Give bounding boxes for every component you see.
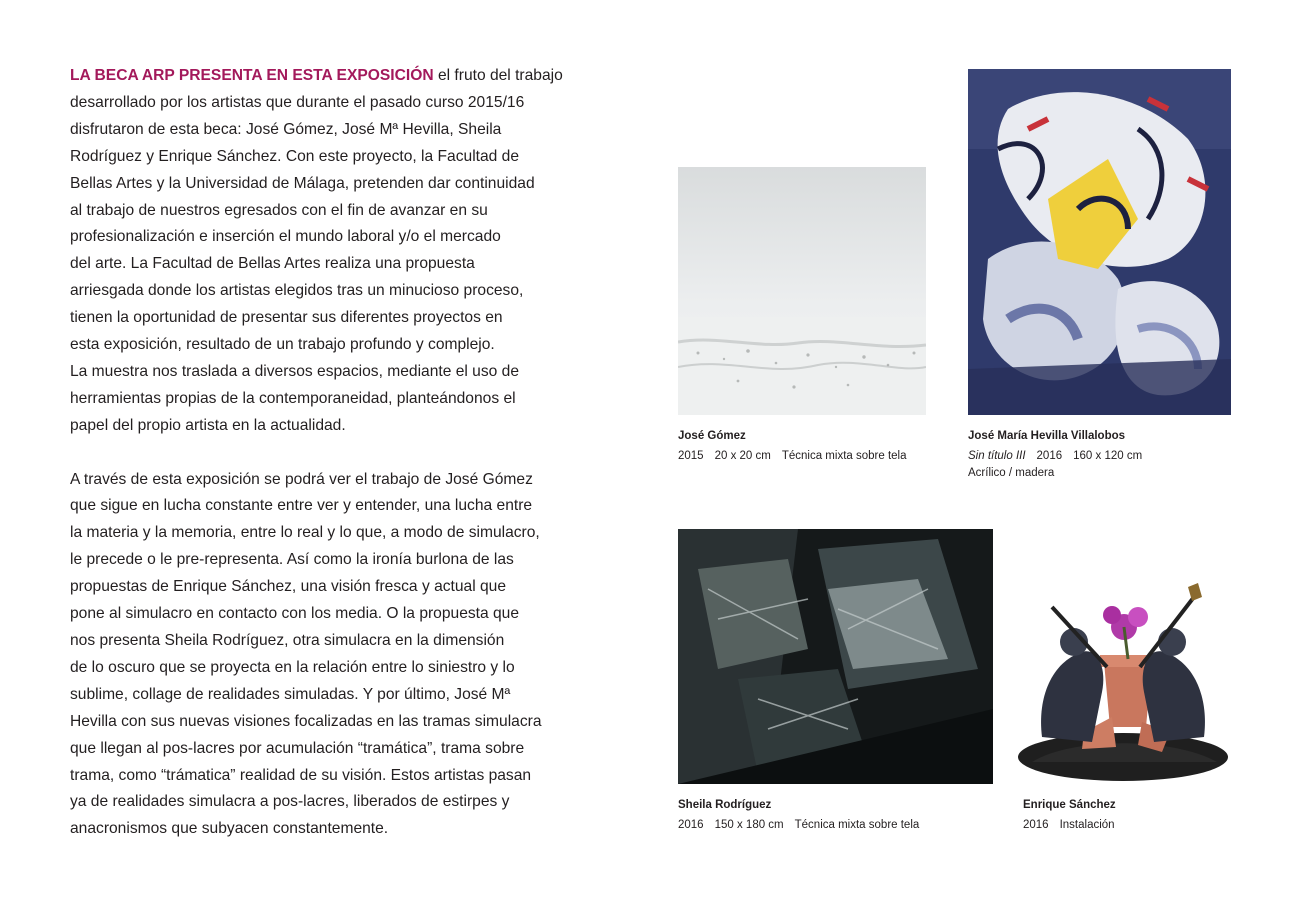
text-line: arriesgada donde los artistas elegidos tras un minucioso proceso, (70, 282, 524, 300)
intro-first-line-rest: el fruto del trabajo (433, 67, 563, 84)
artwork-meta (678, 817, 919, 834)
artwork-year: 2016 (1036, 450, 1063, 462)
text-line: le precede o le pre-representa. Así como la ironía burlona de las (70, 551, 514, 569)
artwork-year: 2016 (1023, 819, 1049, 831)
artwork-technique: Acrílico / madera (968, 467, 1055, 479)
artist-name: José Gómez (678, 430, 746, 442)
text-line: Hevilla con sus nuevas visiones focalizadas en las tramas simulacra (70, 712, 542, 730)
text-line: que llegan al pos-lacres por acumulación “tramática”, trama sobre (70, 739, 525, 757)
landscape-painting-icon (678, 167, 926, 415)
text-line: anacronismos que subyacen constantemente. (70, 820, 389, 838)
text-line: desarrollado por los artistas que durante el pasado curso 2015/16 (70, 93, 525, 111)
second-paragraph (70, 467, 565, 844)
artwork-year: 2015 (678, 450, 704, 462)
caption-sanchez (1023, 797, 1116, 834)
abstract-painting-icon (968, 69, 1231, 415)
text-line: que sigue en lucha constante entre ver y entender, una lucha entre (70, 497, 533, 515)
artwork-size: 20 x 20 cm (714, 450, 771, 462)
text-line: papel del propio artista en la actualidad. (70, 416, 346, 434)
artwork-meta (678, 448, 906, 465)
artwork-size: 150 x 180 cm (714, 819, 784, 831)
artwork-size: 160 x 120 cm (1073, 450, 1143, 462)
artist-name: José María Hevilla Villalobos (968, 430, 1126, 442)
text-line: sublime, collage de realidades simuladas. Y por último, José Mª (70, 685, 511, 703)
artwork-meta (968, 448, 1142, 465)
text-line: pone al simulacro en contacto con los media. O la propuesta que (70, 605, 520, 623)
artwork-image-gomez (678, 167, 926, 415)
text-line: esta exposición, resultado de un trabajo profundo y complejo. (70, 336, 495, 354)
text-line: propuestas de Enrique Sánchez, una visión fresca y actual que (70, 578, 507, 596)
text-line: tienen la oportunidad de presentar sus diferentes proyectos en (70, 309, 503, 327)
text-line: La muestra nos traslada a diversos espacios, mediante el uso de (70, 362, 520, 380)
artwork-technique: Técnica mixta sobre tela (781, 450, 907, 462)
text-line: profesionalización e inserción el mundo laboral y/o el mercado (70, 228, 501, 246)
text-line: A través de esta exposición se podrá ver el trabajo de José Gómez (70, 470, 533, 488)
text-line: al trabajo de nuestros egresados con el fin de avanzar en su (70, 201, 488, 219)
intro-paragraph (70, 63, 565, 440)
essay-text (70, 63, 565, 843)
artwork-image-hevilla (968, 69, 1231, 415)
text-line: la materia y la memoria, entre lo real y lo que, a modo de simulacro, (70, 524, 540, 542)
artwork-meta (1023, 817, 1116, 834)
text-line: Bellas Artes y la Universidad de Málaga, pretenden dar continuidad (70, 174, 535, 192)
caption-hevilla (968, 428, 1142, 482)
artist-name: Sheila Rodríguez (678, 799, 772, 811)
caption-gomez (678, 428, 906, 465)
text-line: de lo oscuro que se proyecta en la relación entre lo siniestro y lo (70, 658, 515, 676)
artwork-image-sanchez (1012, 567, 1234, 785)
architectural-collage-icon (678, 529, 993, 784)
artwork-title: Sin título III (968, 450, 1026, 462)
text-line: herramientas propias de la contemporaneidad, planteándonos el (70, 389, 516, 407)
text-line: disfrutaron de esta beca: José Gómez, José Mª Hevilla, Sheila (70, 120, 502, 138)
intro-lead: LA BECA ARP PRESENTA EN ESTA EXPOSICIÓN (70, 67, 434, 84)
artwork-technique: Instalación (1059, 819, 1115, 831)
artwork-technique: Técnica mixta sobre tela (794, 819, 920, 831)
text-line: nos presenta Sheila Rodríguez, otra simulacra en la dimensión (70, 632, 505, 650)
artist-name: Enrique Sánchez (1023, 799, 1116, 811)
artwork-year: 2016 (678, 819, 704, 831)
text-line: Rodríguez y Enrique Sánchez. Con este proyecto, la Facultad de (70, 147, 520, 165)
installation-sculpture-icon (1012, 567, 1234, 785)
text-line: ya de realidades simulacra a pos-lacres, liberados de estirpes y (70, 793, 510, 811)
artwork-image-rodriguez (678, 529, 993, 784)
intro-first-line (70, 63, 565, 90)
caption-rodriguez (678, 797, 919, 834)
text-line: trama, como “trámatica” realidad de su visión. Estos artistas pasan (70, 766, 532, 784)
text-line: del arte. La Facultad de Bellas Artes realiza una propuesta (70, 255, 475, 273)
